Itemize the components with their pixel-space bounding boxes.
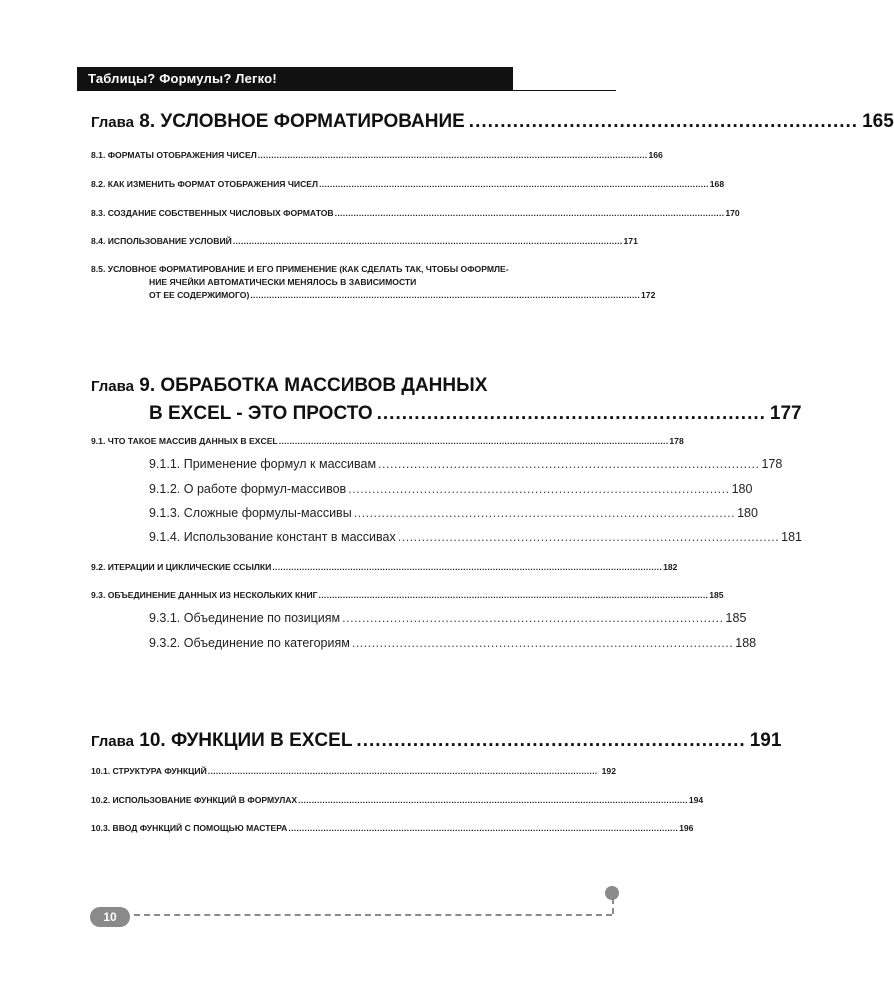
toc-entry: 9.1. ЧТО ТАКОЕ МАССИВ ДАННЫХ В EXCEL ................................................................................................................................................. 178: [91, 436, 684, 446]
toc-entry: 8.4. ИСПОЛЬЗОВАНИЕ УСЛОВИЙ ................................................................................................................................................. 171: [91, 236, 638, 246]
toc-entry: 8.2. КАК ИЗМЕНИТЬ ФОРМАТ ОТОБРАЖЕНИЯ ЧИСЕЛ ................................................................................................................................................. 168: [91, 179, 725, 189]
chapter-prefix: Глава: [91, 114, 134, 131]
toc-entry: 9.2. ИТЕРАЦИИ И ЦИКЛИЧЕСКИЕ ССЫЛКИ ................................................................................................................................................. 182: [91, 562, 678, 572]
chapter-title-line1: 9. ОБРАБОТКА МАССИВОВ ДАННЫХ: [139, 375, 488, 396]
toc-entry: 10.3. ВВОД ФУНКЦИЙ С ПОМОЩЬЮ МАСТЕРА ................................................................................................................................................. 196: [91, 823, 694, 833]
chapter-page: 177: [769, 403, 802, 424]
toc-entry-multiline: 8.5. УСЛОВНОЕ ФОРМАТИРОВАНИЕ И ЕГО ПРИМЕНЕНИЕ (КАК СДЕЛАТЬ ТАК, ЧТОБЫ ОФОРМЛЕ- НИЕ ЯЧЕЙКИ АВТОМАТИЧЕСКИ МЕНЯЛОСЬ В ЗАВИСИМОСТИ ОТ ЕЕ СОДЕРЖИМОГО) ................................................................................................................................................. 172: [91, 264, 656, 300]
toc-subentry: 9.3.2. Объединение по категориям ................................................................................................ 188: [149, 636, 757, 650]
footer-dashed-line: [134, 914, 612, 916]
chapter-page: 165: [862, 111, 894, 132]
page-number-badge: 10: [90, 907, 130, 927]
chapter-9-heading: Глава 9. ОБРАБОТКА МАССИВОВ ДАННЫХ В EXCEL - ЭТО ПРОСТО .............................................................. 177: [91, 372, 616, 427]
chapter-page: 191: [749, 730, 782, 751]
toc-entry: 10.1. СТРУКТУРА ФУНКЦИЙ ................................................................................................................................................. 192: [91, 766, 616, 776]
chapter-title: 8. УСЛОВНОЕ ФОРМАТИРОВАНИЕ: [139, 111, 465, 132]
chapter-title: 10. ФУНКЦИИ В EXCEL: [139, 730, 353, 751]
chapter-prefix: Глава: [91, 378, 134, 395]
toc-entry: 8.3. СОЗДАНИЕ СОБСТВЕННЫХ ЧИСЛОВЫХ ФОРМАТОВ ................................................................................................................................................. 170: [91, 208, 740, 218]
toc-entry: 10.2. ИСПОЛЬЗОВАНИЕ ФУНКЦИЙ В ФОРМУЛАХ ................................................................................................................................................. 194: [91, 795, 704, 805]
toc-subentry: 9.3.1. Объединение по позициям ................................................................................................ 185: [149, 611, 747, 625]
header-rule: [513, 90, 616, 91]
footer-dot: [605, 886, 619, 900]
chapter-8-heading: Глава 8. УСЛОВНОЕ ФОРМАТИРОВАНИЕ .............................................................. 165: [91, 108, 616, 136]
running-header-title: Таблицы? Формулы? Легко!: [88, 71, 277, 86]
footer-dashed-connector: [612, 898, 614, 914]
chapter-title-line2: В EXCEL - ЭТО ПРОСТО: [149, 403, 373, 424]
toc-subentry: 9.1.3. Сложные формулы-массивы ................................................................................................ 180: [149, 506, 758, 520]
toc-entry: 8.1. ФОРМАТЫ ОТОБРАЖЕНИЯ ЧИСЕЛ ................................................................................................................................................. 166: [91, 150, 663, 160]
chapter-10-heading: Глава 10. ФУНКЦИИ В EXCEL .............................................................. 191: [91, 727, 616, 755]
toc-entry: 9.3. ОБЪЕДИНЕНИЕ ДАННЫХ ИЗ НЕСКОЛЬКИХ КНИГ ................................................................................................................................................. 185: [91, 590, 724, 600]
chapter-prefix: Глава: [91, 733, 134, 750]
toc-subentry: 9.1.2. О работе формул-массивов ................................................................................................ 180: [149, 482, 753, 496]
toc-subentry: 9.1.4. Использование констант в массивах ................................................................................................ 181: [149, 530, 803, 544]
toc-subentry: 9.1.1. Применение формул к массивам ................................................................................................ 178: [149, 457, 783, 471]
